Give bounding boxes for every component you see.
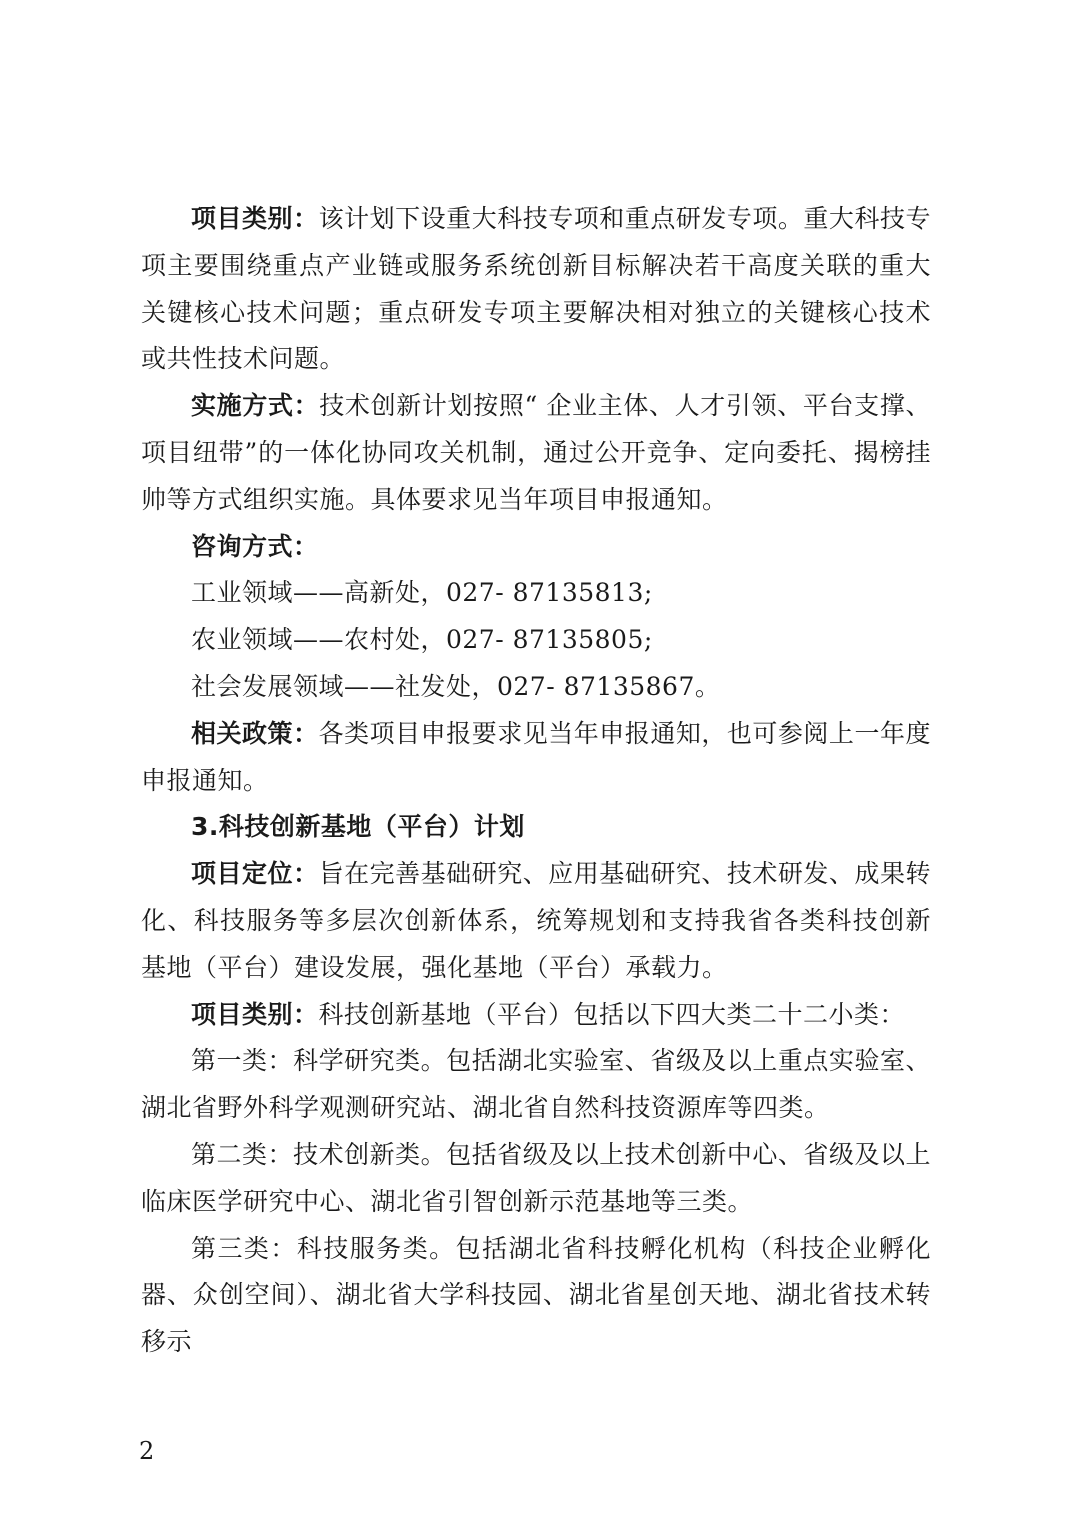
paragraph-text: 第二类：技术创新类。包括省级及以上技术创新中心、省级及以上临床医学研究中心、湖北省引智创新示范基地等三类。 [141,1139,931,1216]
paragraph-text: 旨在完善基础研究、应用基础研究、技术研发、成果转化、科技服务等多层次创新体系，统筹规划和支持我省各类科技创新基地（平台）建设发展，强化基地（平台）承载力。 [141,859,931,982]
term-label: 项目类别： [191,204,319,233]
section-heading [141,804,931,851]
paragraph-category-two [141,1132,931,1226]
section-title: 3.科技创新基地（平台）计划 [191,812,525,842]
term-label: 实施方式： [191,391,320,421]
paragraph-text: 农业领域——农村处，027- 87135805; [191,625,653,655]
paragraph-related-policy [141,711,931,805]
paragraph-text: 社会发展领域——社发处，027- 87135867。 [191,671,721,701]
paragraph-project-category-2 [141,992,931,1039]
document-body [141,196,931,1366]
paragraph-category-three [141,1226,931,1366]
term-label: 项目类别： [191,999,319,1029]
paragraph-text: 技术创新计划按照“ 企业主体、人才引领、平台支撑、项目纽带”的一体化协同攻关机制，通过公开竞争、定向委托、揭榜挂帅等方式组织实施。具体要求见当年项目申报通知。 [141,391,931,514]
paragraph-project-category [141,196,931,383]
paragraph-text: 科技创新基地（平台）包括以下四大类二十二小类： [318,999,906,1029]
term-label: 相关政策： [191,718,319,748]
contact-agriculture [141,617,931,664]
paragraph-text: 该计划下设重大科技专项和重点研发专项。重大科技专项主要围绕重点产业链或服务系统创新目标解决若干高度关联的重大关键核心技术问题；重点研发专项主要解决相对独立的关键核心技术或共性技术问题。 [141,204,931,374]
page-number: 2 [139,1437,155,1465]
paragraph-text: 工业领域——高新处，027- 87135813; [191,578,653,608]
paragraph-consultation [141,524,931,571]
paragraph-project-positioning [141,851,931,991]
paragraph-category-one [141,1038,931,1132]
paragraph-text: 第三类：科技服务类。包括湖北省科技孵化机构（科技企业孵化器、众创空间）、湖北省大学科技园、湖北省星创天地、湖北省技术转移示 [141,1233,931,1357]
term-label: 咨询方式： [191,531,319,561]
contact-industry [141,570,931,617]
paragraph-text: 各类项目申报要求见当年申报通知，也可参阅上一年度申报通知。 [141,718,931,795]
paragraph-implementation [141,383,931,523]
contact-social-development [141,664,931,711]
term-label: 项目定位： [191,859,319,889]
paragraph-text: 第一类：科学研究类。包括湖北实验室、省级及以上重点实验室、湖北省野外科学观测研究站、湖北省自然科技资源库等四类。 [141,1046,931,1123]
